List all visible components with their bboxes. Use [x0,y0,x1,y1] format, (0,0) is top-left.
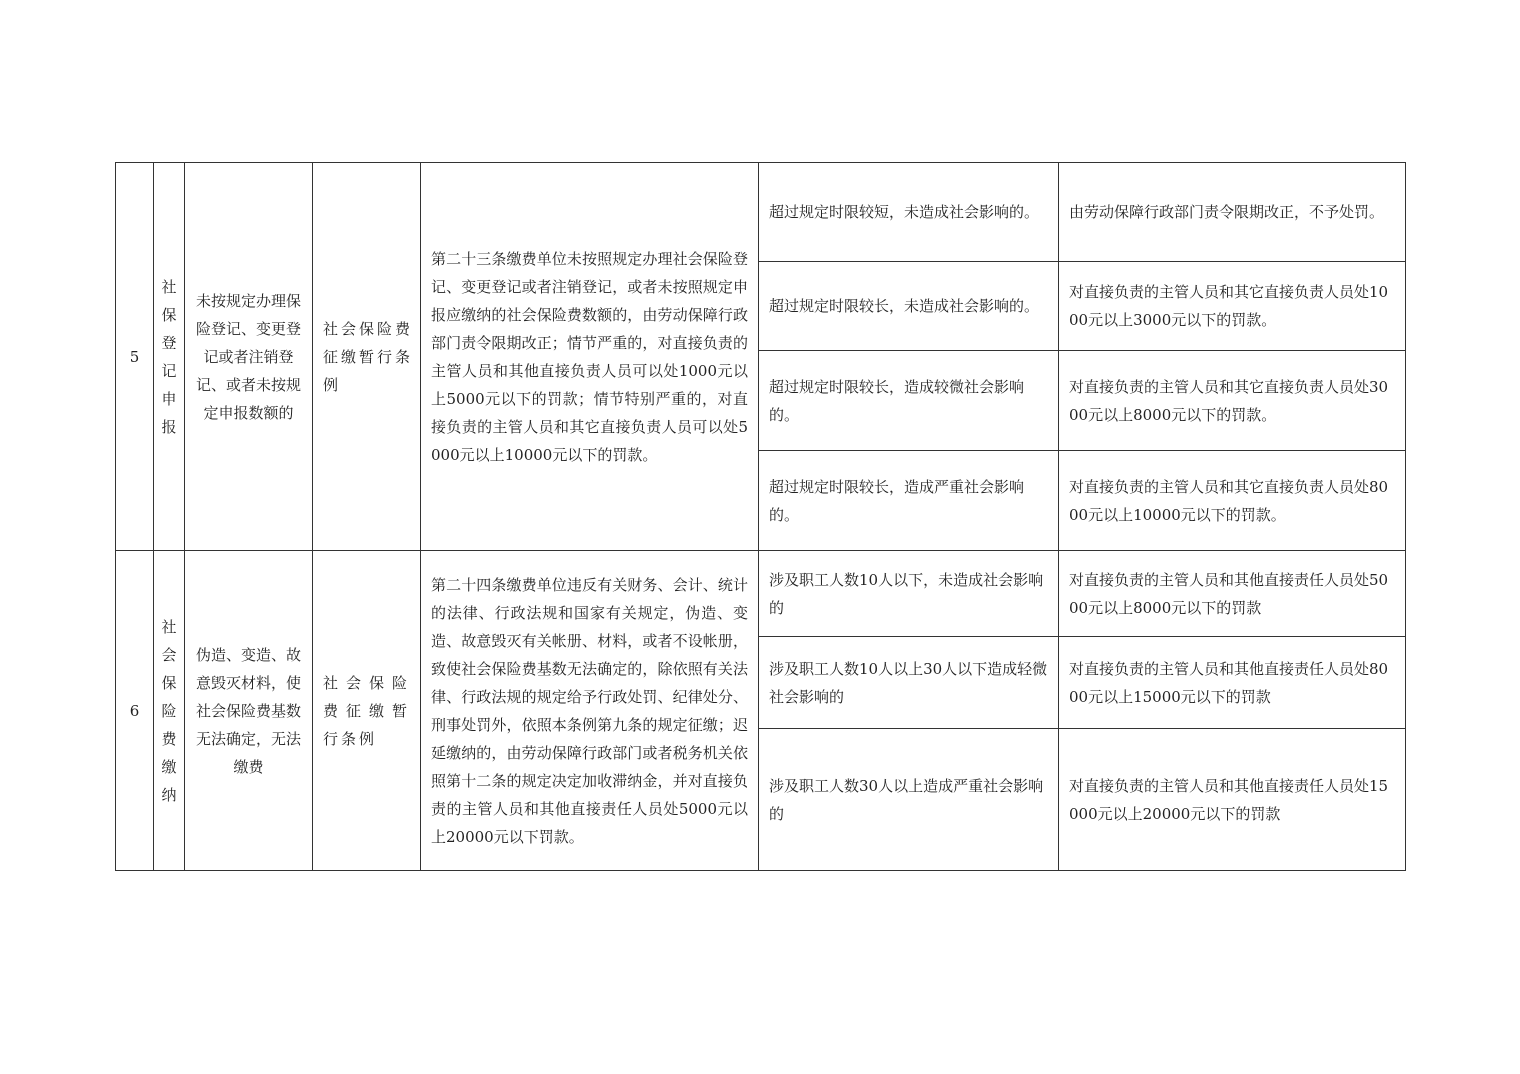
category-label: 社保登记申报 [161,277,177,436]
circumstance-cell: 涉及职工人数10人以下，未造成社会影响的 [759,551,1059,637]
penalty-cell: 对直接负责的主管人员和其他直接责任人员处8000元以上15000元以下的罚款 [1059,637,1406,729]
penalty-cell: 对直接负责的主管人员和其它直接负责人员处3000元以上8000元以下的罚款。 [1059,351,1406,451]
row-number: 6 [116,551,154,871]
violation-act-cell: 未按规定办理保险登记、变更登记或者注销登记、或者未按规定申报数额的 [185,163,313,551]
circumstance-cell: 涉及职工人数10人以上30人以下造成轻微社会影响的 [759,637,1059,729]
penalty-cell: 对直接负责的主管人员和其他直接责任人员处5000元以上8000元以下的罚款 [1059,551,1406,637]
penalty-cell: 对直接负责的主管人员和其它直接负责人员处8000元以上10000元以下的罚款。 [1059,451,1406,551]
penalty-cell: 由劳动保障行政部门责令限期改正，不予处罚。 [1059,163,1406,262]
category-label: 社会保险费缴纳 [161,617,177,804]
circumstance-cell: 超过规定时限较长，造成较微社会影响的。 [759,351,1059,451]
category-cell [154,163,185,551]
table-row [116,551,1406,637]
table-row [116,163,1406,262]
legal-basis-cell: 社会保险费征缴暂行条例 [313,163,421,551]
circumstance-cell: 涉及职工人数30人以上造成严重社会影响的 [759,729,1059,871]
circumstance-cell: 超过规定时限较长，造成严重社会影响的。 [759,451,1059,551]
circumstance-cell: 超过规定时限较短，未造成社会影响的。 [759,163,1059,262]
violation-act-cell: 伪造、变造、故意毁灭材料，使社会保险费基数无法确定，无法缴费 [185,551,313,871]
penalty-standards-table [115,162,1406,871]
article-text-cell: 第二十三条缴费单位未按照规定办理社会保险登记、变更登记或者注销登记，或者未按照规定申报应缴纳的社会保险费数额的，由劳动保障行政部门责令限期改正；情节严重的，对直接负责的主管人员和其他直接负责人员可以处1000元以上5000元以下的罚款；情节特别严重的，对直接负责的主管人员和其它直接负责人员可以处5000元以上10000元以下的罚款。 [421,163,759,551]
article-text-cell: 第二十四条缴费单位违反有关财务、会计、统计的法律、行政法规和国家有关规定，伪造、变造、故意毁灭有关帐册、材料，或者不设帐册，致使社会保险费基数无法确定的，除依照有关法律、行政法规的规定给予行政处罚、纪律处分、刑事处罚外，依照本条例第九条的规定征缴；迟延缴纳的，由劳动保障行政部门或者税务机关依照第十二条的规定决定加收滞纳金，并对直接负责的主管人员和其他直接责任人员处5000元以上20000元以下罚款。 [421,551,759,871]
row-number: 5 [116,163,154,551]
category-cell [154,551,185,871]
penalty-cell: 对直接负责的主管人员和其它直接负责人员处1000元以上3000元以下的罚款。 [1059,262,1406,351]
circumstance-cell: 超过规定时限较长，未造成社会影响的。 [759,262,1059,351]
penalty-cell: 对直接负责的主管人员和其他直接责任人员处15000元以上20000元以下的罚款 [1059,729,1406,871]
legal-basis-cell: 社会保险费征缴暂行条例 [313,551,421,871]
